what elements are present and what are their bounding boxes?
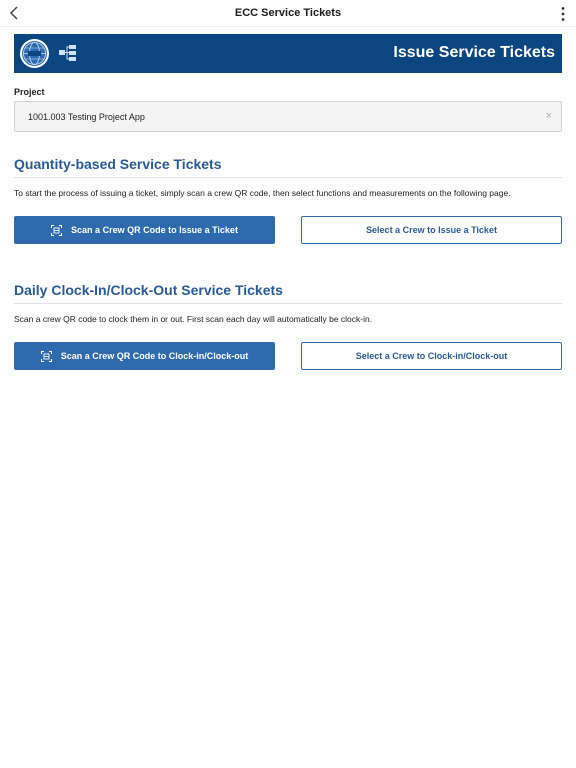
select-crew-issue-ticket-label: Select a Crew to Issue a Ticket [366,225,497,235]
quantity-section-title: Quantity-based Service Tickets [14,156,222,172]
more-vertical-icon[interactable] [559,6,567,22]
section-divider [14,303,562,304]
scan-qr-issue-ticket-label: Scan a Crew QR Code to Issue a Ticket [71,225,238,235]
qr-scan-icon [51,225,62,236]
select-crew-clock-button[interactable] [301,342,562,370]
top-bar [0,0,576,27]
header-banner [14,34,562,73]
qr-scan-icon [41,351,52,362]
project-value: 1001.003 Testing Project App [28,112,145,122]
globe-logo-icon [19,38,50,69]
quantity-section-description: To start the process of issuing a ticket, simply scan a crew QR code, then select functions and measurements on the following page. [14,188,511,198]
scan-qr-clock-label: Scan a Crew QR Code to Clock-in/Clock-out [60,351,249,361]
clock-section-title: Daily Clock-In/Clock-Out Service Tickets [14,282,283,298]
banner-title: Issue Service Tickets [393,44,555,61]
project-select[interactable] [14,101,562,132]
clock-section-description: Scan a crew QR code to clock them in or out. First scan each day will automatically be clock-in. [14,314,373,324]
page-title: ECC Service Tickets [234,7,342,19]
org-chart-icon [59,44,77,62]
project-label: Project [14,87,45,97]
select-crew-issue-ticket-button[interactable] [301,216,562,244]
clear-icon[interactable]: × [545,110,552,122]
section-divider [14,177,562,178]
scan-qr-issue-ticket-button[interactable] [14,216,275,244]
select-crew-clock-label: Select a Crew to Clock-in/Clock-out [355,351,508,361]
scan-qr-clock-button[interactable] [14,342,275,370]
